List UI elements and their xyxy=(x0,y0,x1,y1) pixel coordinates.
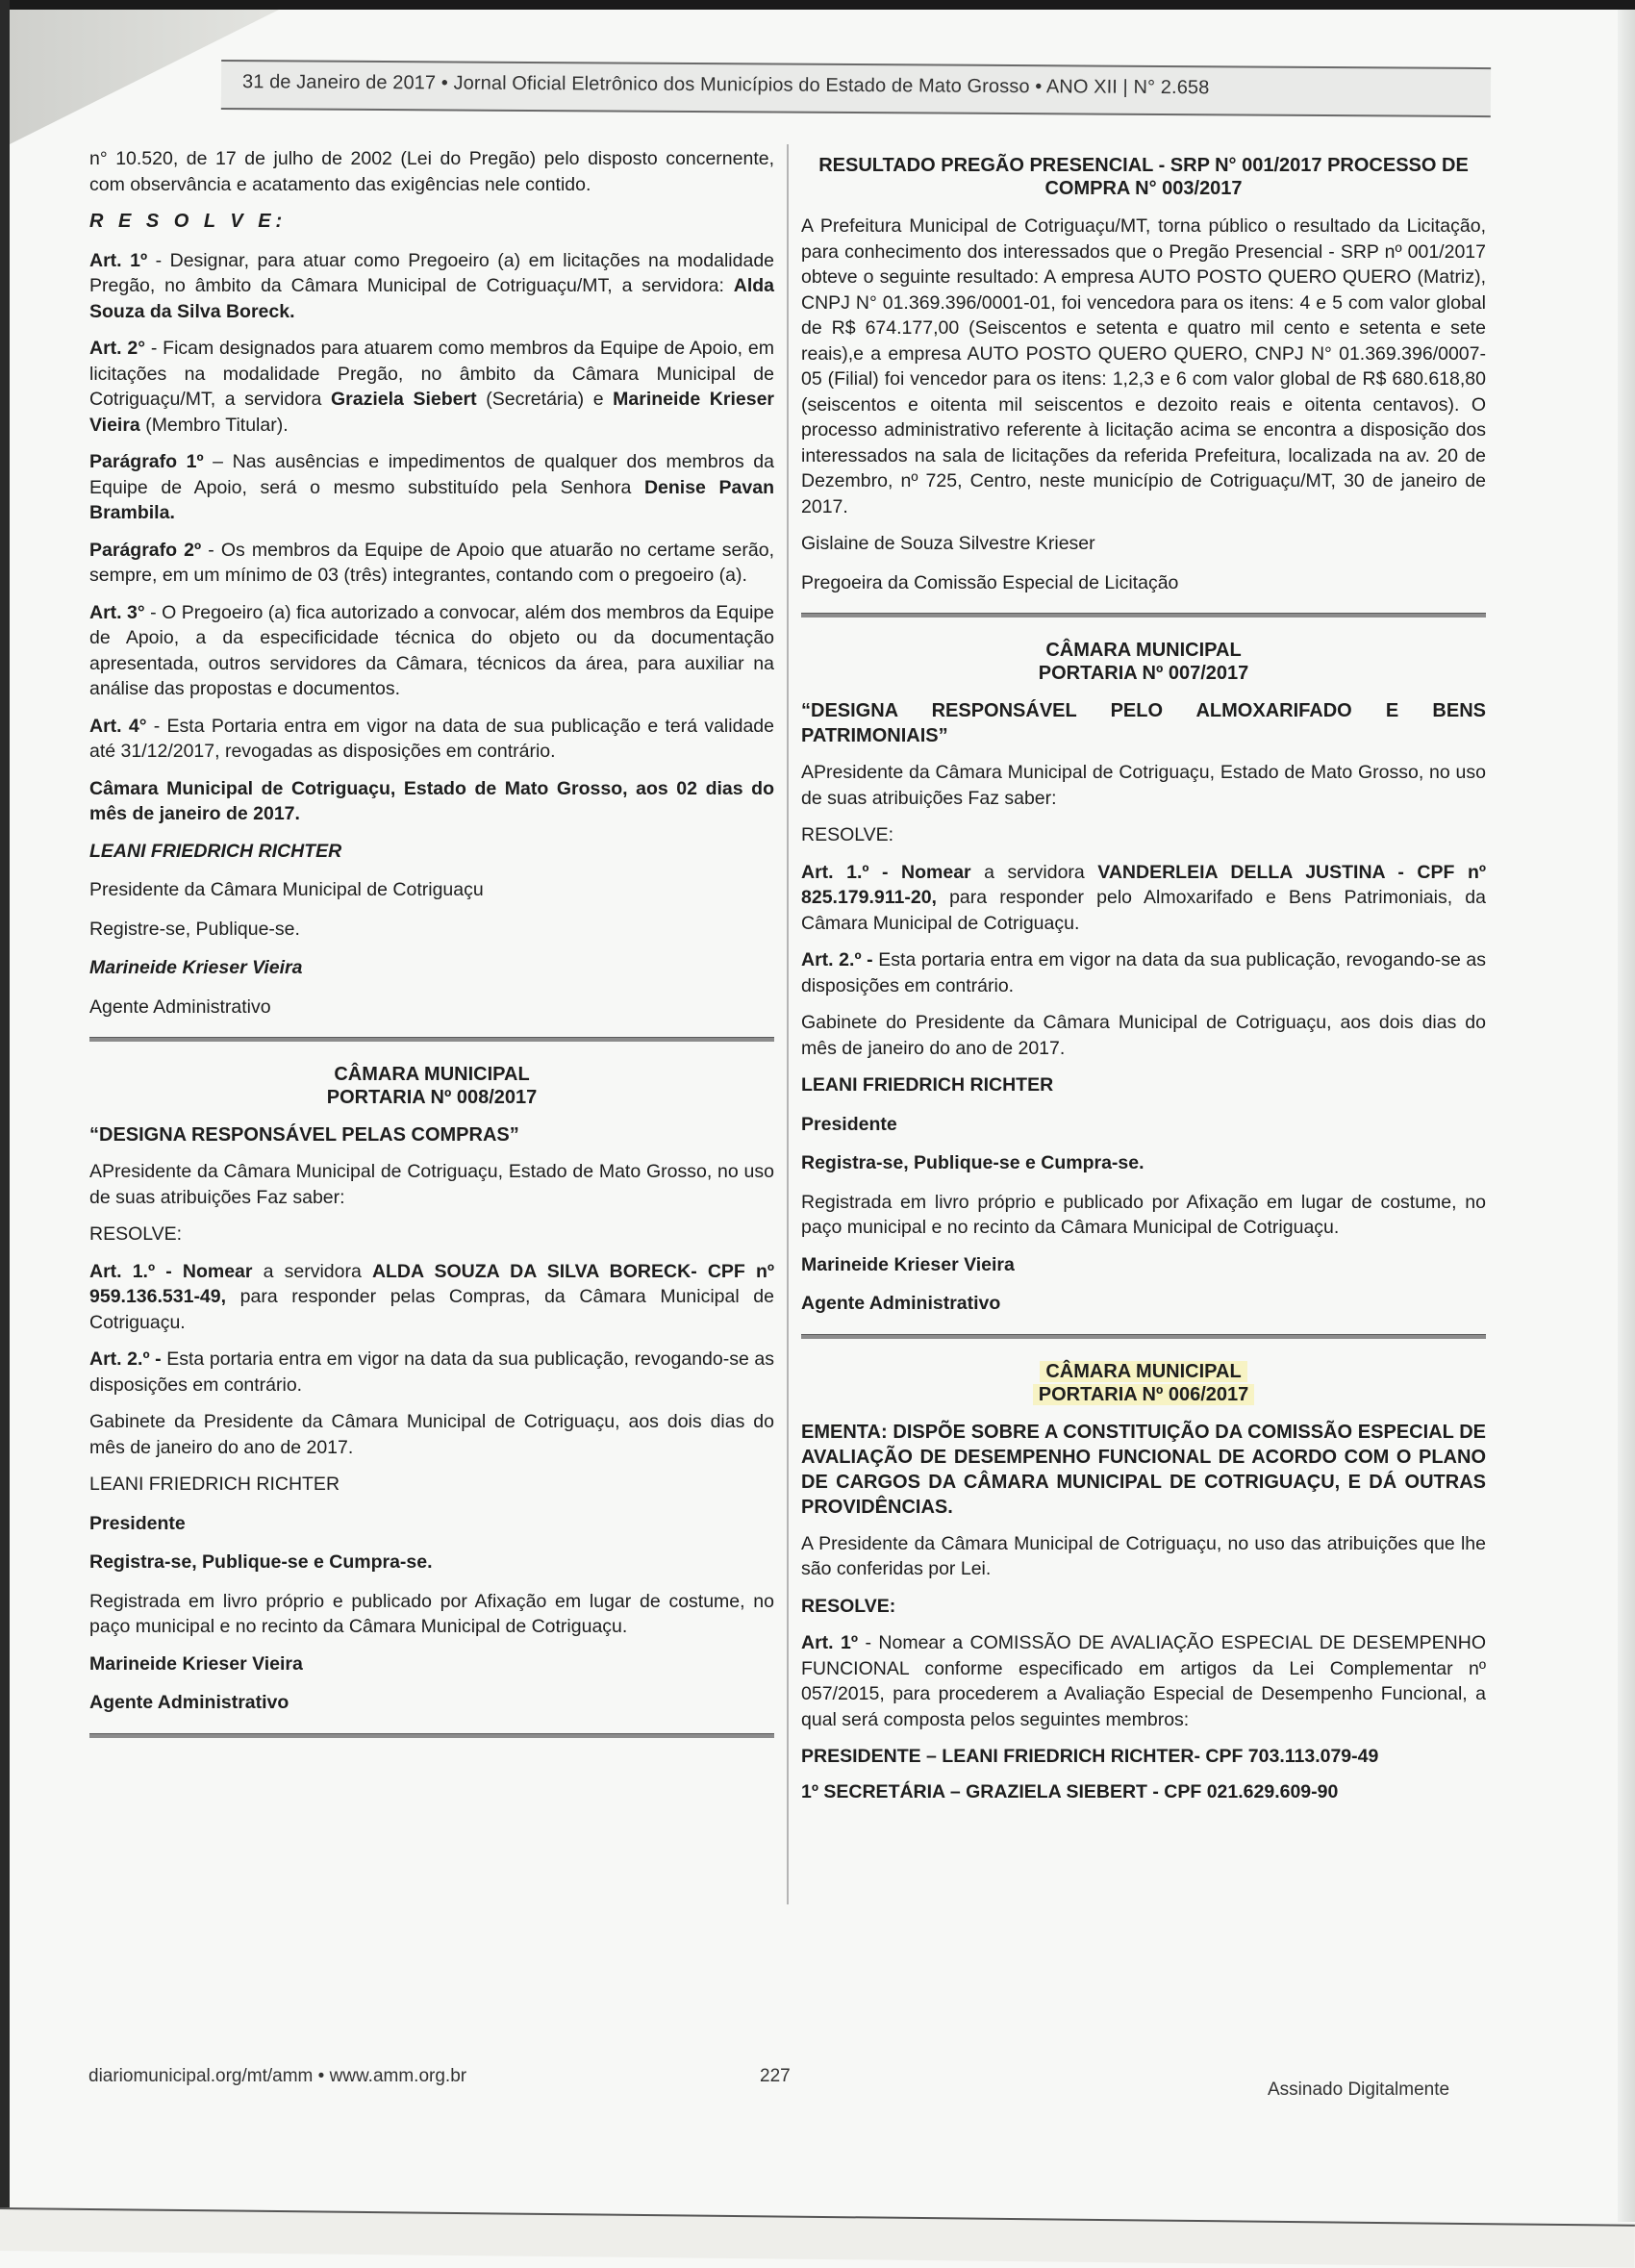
signature-role: Presidente da Câmara Municipal de Cotriguaçu xyxy=(89,879,484,900)
signature2-role: Agente Administrativo xyxy=(89,995,271,1018)
portaria-007-closing: Gabinete do Presidente da Câmara Municipal de Cotriguaçu, aos dois dias do mês de janeiro do ano de 2017. xyxy=(801,1012,1486,1059)
portaria-008-section xyxy=(89,1063,774,1738)
commission-members xyxy=(801,1744,1486,1804)
paragraph-2: Parágrafo 2º - Os membros da Equipe de Apoio que atuarão no certame serão, sempre, em um mínimo de 03 (três) integrantes, contando com o pregoeiro (a). xyxy=(89,539,775,586)
portaria-007-signature-role: Presidente xyxy=(801,1113,897,1135)
bottom-page-fold xyxy=(0,2207,1635,2268)
portaria-006-section xyxy=(801,1360,1486,1805)
portaria-007-resolve: RESOLVE: xyxy=(801,824,894,845)
portaria-006-art1: Art. 1º - Nomear a COMISSÃO DE AVALIAÇÃO ESPECIAL DE DESEMPENHO FUNCIONAL conforme especificado em artigos da Lei Complementar nº 057/2015, para procederem a Avaliação Especial de Desempenho Funcional, a qual será composta pelos seguintes membros: xyxy=(801,1632,1486,1730)
portaria-008-art1: Art. 1.º - Nomear a servidora ALDA SOUZA DA SILVA BORECK- CPF nº 959.136.531-49, para responder pelas Compras, da Câmara Municipal de Cotriguaçu. xyxy=(89,1260,774,1333)
portaria-008-signature2-name: Marineide Krieser Vieira xyxy=(89,1652,303,1675)
portaria-008-signature-role: Presidente xyxy=(89,1512,186,1534)
portaria-008-subject: “DESIGNA RESPONSÁVEL PELAS COMPRAS” xyxy=(89,1124,519,1146)
portaria-008-art2: Art. 2.º - Esta portaria entra em vigor na data da sua publicação, revogando-se as disposições em contrário. xyxy=(89,1348,775,1396)
portaria-006-title-line2: PORTARIA Nº 006/2017 xyxy=(1033,1384,1255,1405)
portaria-008-register: Registra-se, Publique-se e Cumpra-se. xyxy=(89,1551,433,1573)
pregao-body: A Prefeitura Municipal de Cotriguaçu/MT, torna público o resultado da Licitação, para conhecimento dos interessados que o Pregão Presencial - SRP nº 001/2017 obteve o seguinte resultado: A empresa AUTO POSTO QUERO QUERO (Matriz), CNPJ N° 01.369.396/0001-01, foi vencedora para os itens: 4 e 5 com valor global de R$ 674.177,00 (Seiscentos e setenta e quatro mil cento e setenta e sete reais),e a empresa AUTO POSTO QUERO QUERO, CNPJ N° 01.369.396/0007-05 (Filial) foi vencedor para os itens: 1,2,3 e 6 com valor global de R$ 680.618,80 (seiscentos e oitenta mil seiscentos e dezoito reais e oitenta centavos). O processo administrativo referente à licitação acima se encontra a disposição dos interessados na sala de licitações da referida Prefeitura, localizada na av. 20 de Dezembro, nº 725, Centro, neste município de Cotriguaçu/MT, 30 de janeiro de 2017. xyxy=(801,215,1486,517)
pregao-signature-role: Pregoeira da Comissão Especial de Licitação xyxy=(801,571,1179,593)
portaria-007-signature2-name: Marineide Krieser Vieira xyxy=(801,1253,1015,1275)
section-divider xyxy=(89,1037,774,1042)
portaria-008-signature-name: LEANI FRIEDRICH RICHTER xyxy=(89,1474,340,1495)
art1-paragraph: Art. 1º - Designar, para atuar como Pregoeiro (a) em licitações na modalidade Pregão, no âmbito da Câmara Municipal de Cotriguaçu/MT, a servidora: Alda Souza da Silva Boreck. xyxy=(89,249,775,322)
intro-paragraph: n° 10.520, de 17 de julho de 2002 (Lei do Pregão) pelo disposto concernente, com observância e acatamento das exigências nele contido. xyxy=(89,148,774,195)
page-edge-shadow xyxy=(1618,10,1635,2222)
portaria-007-signature2-role: Agente Administrativo xyxy=(801,1293,1001,1314)
section-divider xyxy=(89,1733,774,1738)
portaria-006-title xyxy=(801,1360,1486,1406)
digital-signature-note: Assinado Digitalmente xyxy=(1268,2079,1450,2100)
portaria-006-title-line1: CÂMARA MUNICIPAL xyxy=(1040,1361,1246,1382)
portaria-007-title: CÂMARA MUNICIPAL PORTARIA Nº 007/2017 xyxy=(1038,640,1249,684)
pregao-title: RESULTADO PREGÃO PRESENCIAL - SRP N° 001/2017 PROCESSO DE COMPRA N° 003/2017 xyxy=(818,155,1469,199)
portaria-008-publication: Registrada em livro próprio e publicado por Afixação em lugar de costume, no paço municipal e no recinto da Câmara Municipal de Cotriguaçu. xyxy=(89,1590,774,1637)
commission-member: 1º SECRETÁRIA – GRAZIELA SIEBERT - CPF 021.629.609-90 xyxy=(801,1780,1339,1802)
journal-header-text: 31 de Janeiro de 2017 • Jornal Oficial Eletrônico dos Municípios do Estado de Mato Grosso • ANO XII | N° 2.658 xyxy=(241,71,1210,99)
footer-website: diariomunicipal.org/mt/amm • www.amm.org.br xyxy=(88,2066,467,2086)
pregao-result-section xyxy=(801,154,1486,595)
portaria-006-ementa: EMENTA: DISPÕE SOBRE A CONSTITUIÇÃO DA COMISSÃO ESPECIAL DE AVALIAÇÃO DE DESEMPENHO FUNCIONAL DE ACORDO COM O PLANO DE CARGOS DA CÂMARA MUNICIPAL DE COTRIGUAÇU, E DÁ OUTRAS PROVIDÊNCIAS. xyxy=(801,1421,1486,1518)
portaria-008-intro: APresidente da Câmara Municipal de Cotriguaçu, Estado de Mato Grosso, no uso de suas atribuições Faz saber: xyxy=(89,1161,774,1208)
closing-paragraph: Câmara Municipal de Cotriguaçu, Estado de Mato Grosso, aos 02 dias do mês de janeiro de 2017. xyxy=(89,777,774,824)
column-divider xyxy=(787,144,789,1904)
portaria-006-resolve: RESOLVE: xyxy=(801,1595,896,1617)
art2-paragraph: Art. 2° - Ficam designados para atuarem como membros da Equipe de Apoio, em licitações na modalidade Pregão, no âmbito da Câmara Municipal de Cotriguaçu/MT, a servidora Graziela Siebert (Secretária) e Marineide Krieser Vieira (Membro Titular). xyxy=(89,338,775,436)
portaria-007-art1: Art. 1.º - Nomear a servidora VANDERLEIA DELLA JUSTINA - CPF nº 825.179.911-20, para responder pelo Almoxarifado e Bens Patrimoniais, da Câmara Municipal de Cotriguaçu. xyxy=(801,861,1486,934)
paragraph-1: Parágrafo 1º – Nas ausências e impedimentos de qualquer dos membros da Equipe de Apoio, será o mesmo substituído pela Senhora Denise Pavan Brambila. xyxy=(89,451,774,523)
resolve-heading: R E S O L V E: xyxy=(89,211,288,232)
scan-border-left xyxy=(0,0,10,2249)
portaria-007-section xyxy=(801,639,1486,1317)
register-note: Registre-se, Publique-se. xyxy=(89,918,300,940)
portaria-007-register: Registra-se, Publique-se e Cumpra-se. xyxy=(801,1152,1144,1173)
commission-member: PRESIDENTE – LEANI FRIEDRICH RICHTER- CPF 703.113.079-49 xyxy=(801,1746,1379,1767)
portaria-007-art2: Art. 2.º - Esta portaria entra em vigor na data da sua publicação, revogando-se as disposições em contrário. xyxy=(801,949,1487,996)
page-number: 227 xyxy=(760,2066,791,2086)
left-column xyxy=(89,146,774,1759)
pregao-signature-name: Gislaine de Souza Silvestre Krieser xyxy=(801,533,1095,554)
portaria-007-signature-name: LEANI FRIEDRICH RICHTER xyxy=(801,1074,1054,1096)
portaria-008-signature2-role: Agente Administrativo xyxy=(89,1692,289,1713)
signature2-name: Marineide Krieser Vieira xyxy=(89,957,303,978)
portaria-008-closing: Gabinete da Presidente da Câmara Municipal de Cotriguaçu, aos dois dias do mês de janeiro do ano de 2017. xyxy=(89,1411,774,1458)
right-column xyxy=(801,154,1486,1814)
portaria-007-intro: APresidente da Câmara Municipal de Cotriguaçu, Estado de Mato Grosso, no uso de suas atribuições Faz saber: xyxy=(801,762,1486,809)
section-divider xyxy=(801,613,1486,617)
portaria-006-intro: A Presidente da Câmara Municipal de Cotriguaçu, no uso das atribuições que lhe são conferidas por Lei. xyxy=(801,1532,1486,1579)
art4-paragraph: Art. 4° - Esta Portaria entra em vigor na data de sua publicação e terá validade até 31/12/2017, revogadas as disposições em contrário. xyxy=(89,715,774,762)
portaria-008-title: CÂMARA MUNICIPAL PORTARIA Nº 008/2017 xyxy=(326,1064,538,1108)
art3-paragraph: Art. 3° - O Pregoeiro (a) fica autorizado a convocar, além dos membros da Equipe de Apoio, a da especificidade técnica do objeto ou da documentação apresentada, outros servidores da Câmara, técnicos da área, para auxiliar na análise das propostas e documentos. xyxy=(89,601,774,699)
portaria-008-resolve: RESOLVE: xyxy=(89,1223,183,1245)
signature-name: LEANI FRIEDRICH RICHTER xyxy=(89,840,342,862)
portaria-007-subject: “DESIGNA RESPONSÁVEL PELO ALMOXARIFADO E BENS PATRIMONIAIS” xyxy=(801,700,1486,746)
portaria-007-publication: Registrada em livro próprio e publicado por Afixação em lugar de costume, no paço municipal e no recinto da Câmara Municipal de Cotriguaçu. xyxy=(801,1191,1486,1238)
section-divider xyxy=(801,1334,1486,1339)
journal-header xyxy=(221,60,1491,117)
scan-border-top xyxy=(0,0,1635,10)
